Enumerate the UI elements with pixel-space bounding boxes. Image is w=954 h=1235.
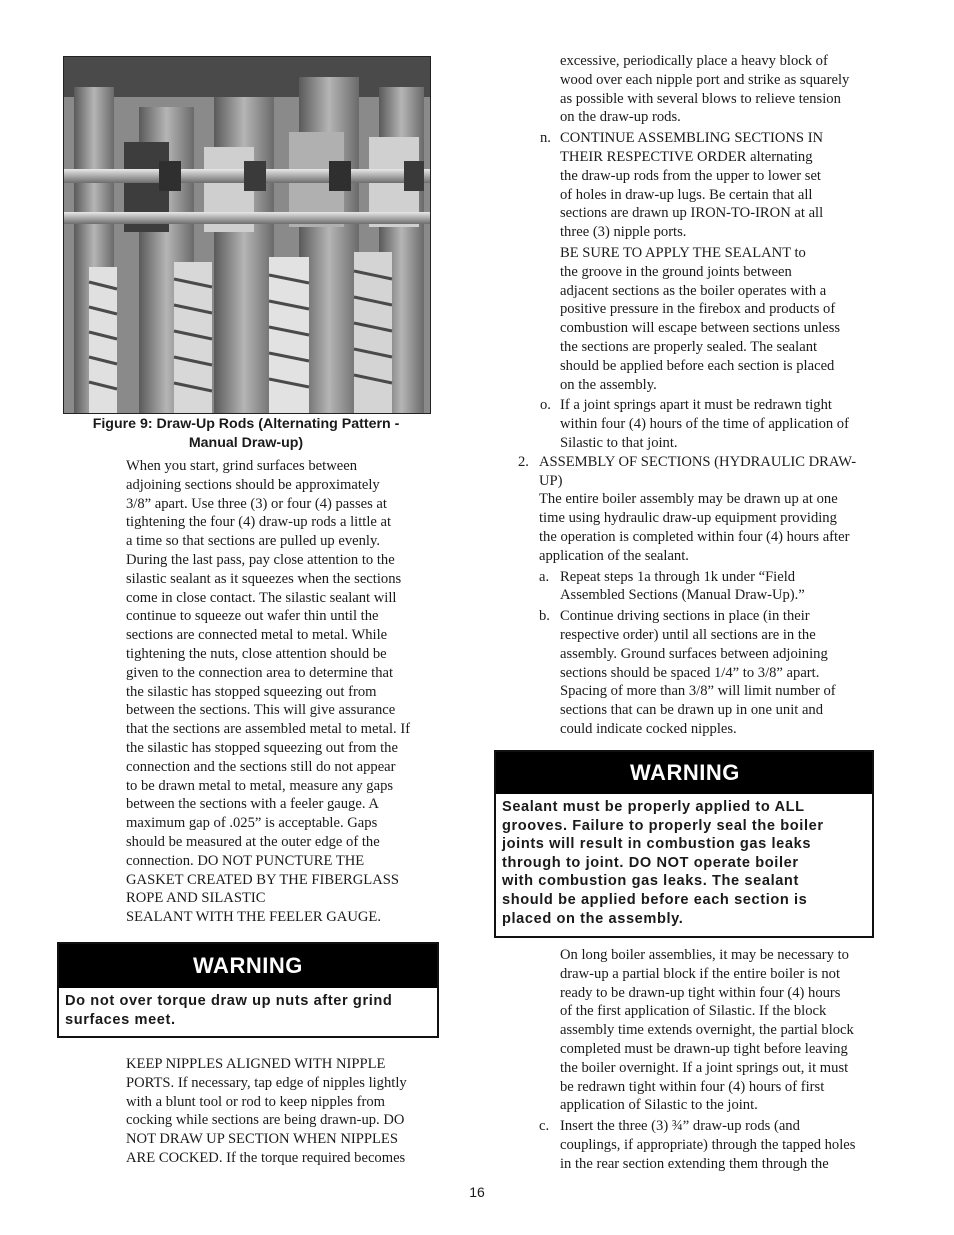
right-long-assembly-text: On long boiler assemblies, it may be necessary to draw-up a partial block if the entire boiler is not ready to be drawn-up tight within four (4) hours of the first application of Silastic. If the block assembly time extends overnight, the partial block completed must be drawn-up tight before leaving the boiler overnight. If a joint springs out, it must be redrawn tight within four (4) hours of first application of Silastic to the joint. [560, 947, 854, 1114]
right-warning-title: WARNING [496, 752, 872, 794]
list-marker-n: n. [540, 130, 551, 147]
right-continuation: excessive, periodically place a heavy block of wood over each nipple port and strike as squarely as possible with several blows to relieve tension on the draw-up rods. [560, 53, 850, 126]
left-warning-box [57, 942, 439, 1038]
left-para2-text: KEEP NIPPLES ALIGNED WITH NIPPLE PORTS. If necessary, tap edge of nipples lightly with a blunt tool or rod to keep nipples from cocking while sections are being drawn-up. DO NOT DRAW UP SECTION WHEN NIPPLES ARE COCKED. If the torque required becomes [126, 1056, 407, 1166]
list-item-n-text: CONTINUE ASSEMBLING SECTIONS IN THEIR RESPECTIVE ORDER alternating the draw-up rods from the upper to lower set of holes in draw-up lugs. Be certain that all sections are drawn up IRON-TO-IRON at all three (3) nipple ports. [560, 130, 824, 241]
list-marker-o: o. [540, 397, 551, 414]
list-marker-b: b. [539, 608, 550, 625]
list-item-n-sealant: BE SURE TO APPLY THE SEALANT to the groove in the ground joints between adjacent sections as the boiler operates with a positive pressure in the firebox and products of combustion will escape between sections unless the sections are properly sealed. The sealant should be applied before each section is placed on the assembly. [560, 244, 841, 393]
list-item-a-text: Repeat steps 1a through 1k under “Field Assembled Sections (Manual Draw-Up).” [560, 568, 805, 604]
left-paragraph-2 [126, 1055, 446, 1168]
list-item-a [518, 568, 898, 606]
left-warning-text: Do not over torque draw up nuts after grind surfaces meet. [65, 993, 393, 1028]
right-column [518, 52, 898, 739]
list-item-b [518, 607, 898, 739]
figure-caption-text: Figure 9: Draw-Up Rods (Alternating Pattern - Manual Draw-up) [92, 416, 400, 451]
left-warning-title: WARNING [59, 944, 437, 988]
list-item-2-text: The entire boiler assembly may be drawn up at one time using hydraulic draw-up equipment providing the operation is completed within four (4) hours after application of the sealant. [539, 491, 850, 564]
left-para1-text: When you start, grind surfaces between adjoining sections should be approximately 3/8” apart. Use three (3) or four (4) passes at tightening the four (4) draw-up rods a little at a time so that sections are pulled up evenly. During the last pass, pay close attention to the silastic sealant as it squeezes when the sections come in close contact. The silastic sealant will continue to squeeze out wafer thin until the sections are connected metal to metal. While tightening the nuts, close attention should be given to the connection area to determine that the silastic has stopped squeezing out from between the sections. This will give assurance that the sections are assembled metal to metal. If the silastic has stopped squeezing out from the connection and the sections still do not appear to be drawn metal to metal, measure any gaps between the sections with a feeler gauge. A maximum gap of .025” is acceptable. Gaps should be measured at the outer edge of the connection. DO NOT PUNCTURE THE GASKET CREATED BY THE FIBERGLASS ROPE AND SILASTIC SEALANT WITH THE FEELER GAUGE. [126, 458, 411, 926]
right-warning-box [494, 750, 874, 938]
figure-9-photo [63, 56, 431, 414]
draw-up-rods-illustration [64, 57, 430, 413]
list-marker-a: a. [539, 568, 550, 585]
list-item-b-text: Continue driving sections in place (in their respective order) until all sections are in the assembly. Ground surfaces between adjoining sections should be spaced 1/4” to 3/8” apart. Spacing of more than 3/8” will limit number of sections that can be drawn up in one unit and could indicate cocked nipples. [560, 608, 836, 737]
list-item-2 [518, 453, 898, 566]
right-warning-text: Sealant must be properly applied to ALL grooves. Failure to properly seal the boiler joints will result in combustion gas leaks through to joint. DO NOT operate boiler with combustion gas leaks. The sealant should be applied before each section is placed on the assembly. [502, 799, 824, 927]
left-paragraph-1 [126, 457, 446, 927]
list-item-c [518, 1117, 898, 1173]
list-item-c-text: Insert the three (3) ¾” draw-up rods (and couplings, if appropriate) through the tapped holes in the rear section extending them through the [560, 1118, 856, 1172]
list-marker-2: 2. [518, 453, 529, 470]
figure-caption [56, 415, 436, 453]
list-marker-c: c. [539, 1118, 550, 1135]
page-number: 16 [469, 1184, 485, 1200]
list-item-o-text: If a joint springs apart it must be redrawn tight within four (4) hours of the time of application of Silastic to that joint. [560, 397, 849, 451]
list-item-o [518, 396, 898, 452]
right-lower [518, 946, 898, 1174]
list-item-n [518, 129, 898, 394]
list-item-2-title: ASSEMBLY OF SECTIONS (HYDRAULIC DRAW- UP) [539, 453, 857, 489]
